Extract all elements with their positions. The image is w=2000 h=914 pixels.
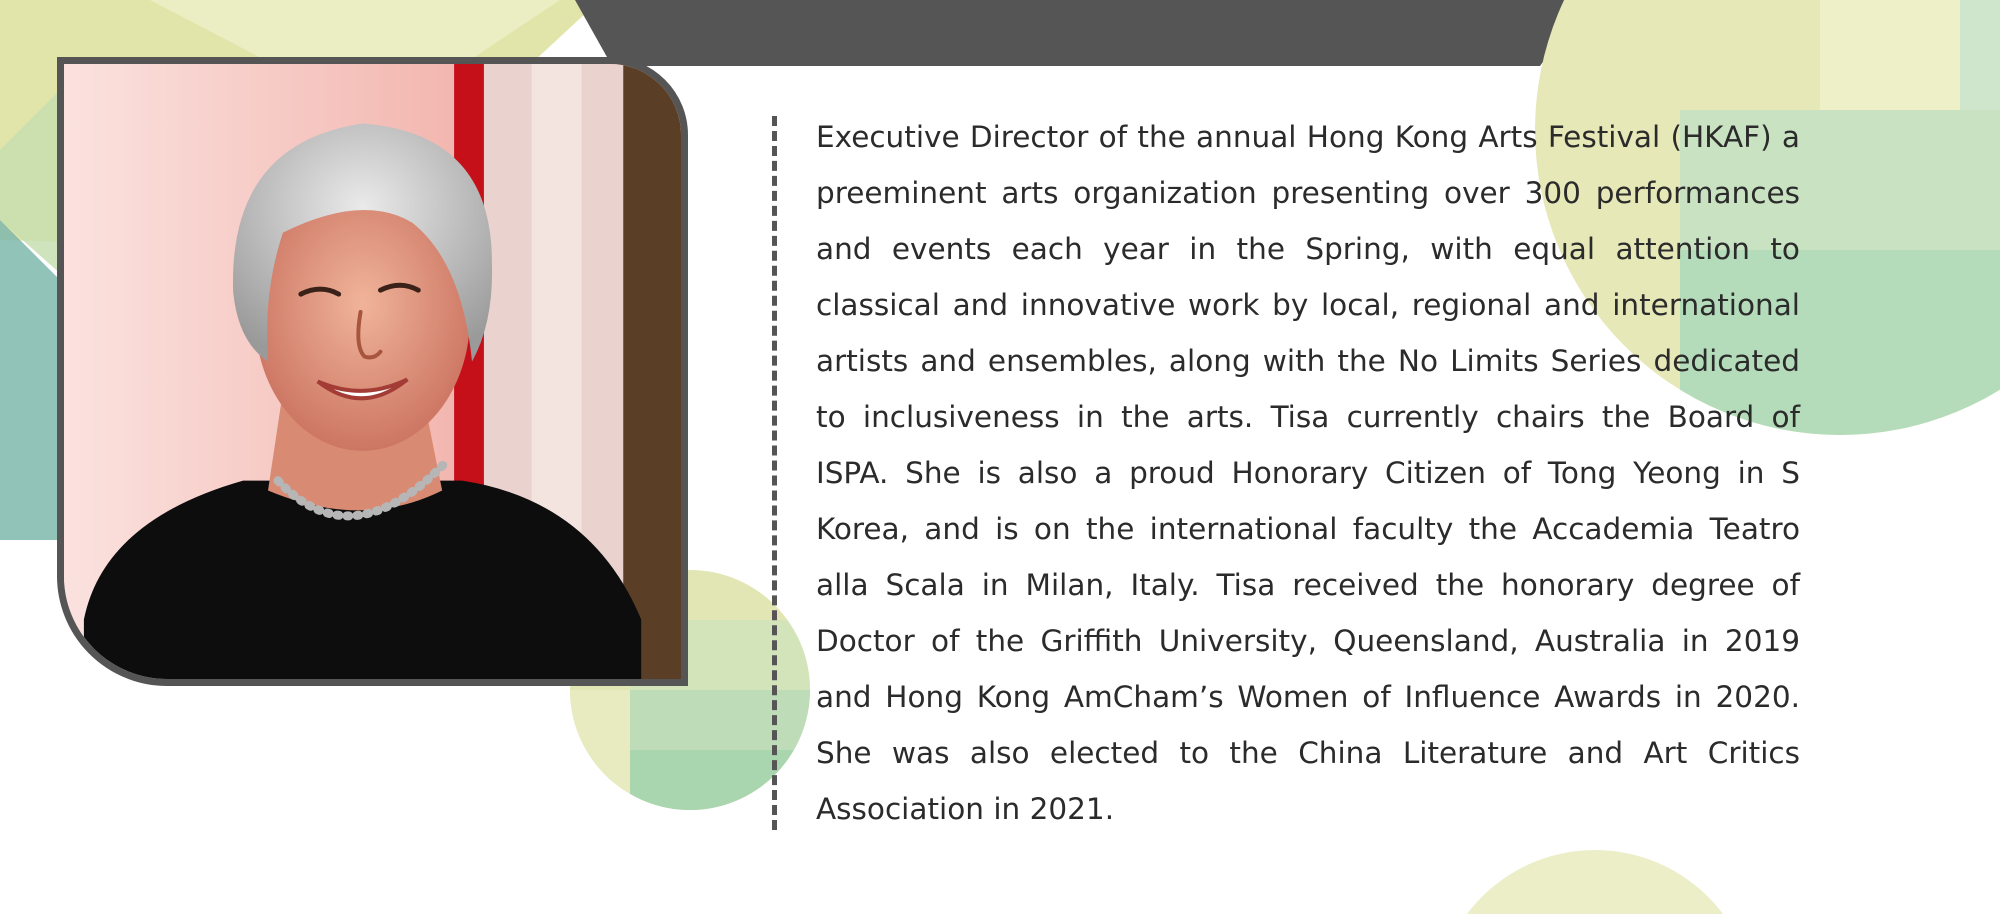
- bio-paragraph: Executive Director of the annual Hong Kong Arts Festival (HKAF) a preeminent arts organization presenting over 300 performances and events each year in the Spring, with equal attention to classical and innovative work by local, regional and international artists and ensembles, along with the No Limits Series dedicated to inclusiveness in the arts. Tisa currently chairs the Board of ISPA. She is also a proud Honorary Citizen of Tong Yeong in S Korea, and is on the international faculty the Accademia Teatro alla Scala in Milan, Italy. Tisa received the honorary degree of Doctor of the Griffith University, Queensland, Australia in 2019 and Hong Kong AmCham’s Women of Influence Awards in 2020. She was also elected to the China Literature and Art Critics Association in 2021.: [816, 120, 1800, 826]
- portrait-illustration: [64, 64, 681, 679]
- dashed-divider: [772, 116, 777, 830]
- bg-circle-bottom: [1430, 850, 1760, 914]
- portrait-photo: [57, 57, 688, 686]
- top-dark-banner: [575, 0, 1588, 66]
